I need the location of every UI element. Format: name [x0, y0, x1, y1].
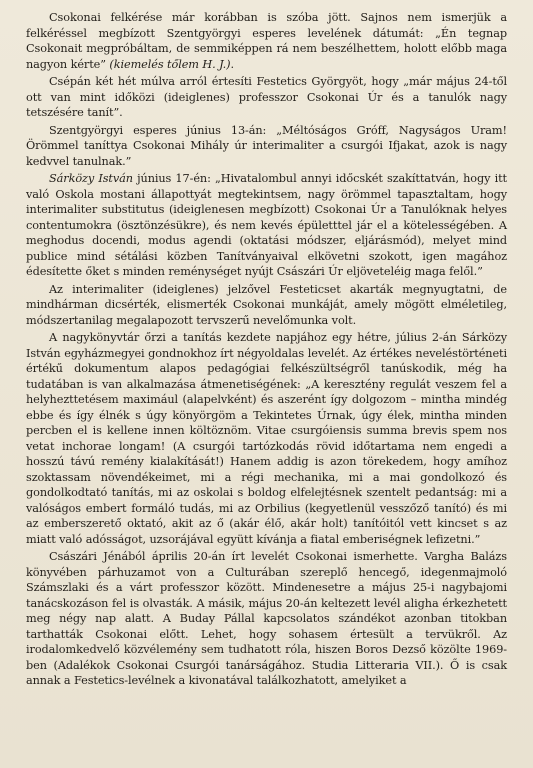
text-run: Az interimaliter (ideiglenes) jelzővel Festeticset akarták megnyugtatni, de mindhárman dicsérték, elismerték Csokonai munkáját, amely mögött elméletileg, módszertanilag megalapozott tervszerű nevelőmunka volt.: [26, 282, 507, 327]
paragraph-6: [26, 330, 507, 547]
paragraph-7: [26, 549, 507, 689]
paragraph-4: [26, 171, 507, 280]
text-run: Csokonai felkérése már korábban is szóba jött. Sajnos nem ismerjük a felkéréssel megbízott Szentgyörgyi esperes levelének dátumát: „Én tegnap Csokonait megpróbáltam, de semmiképpen rá nem beszélhettem, holott előbb maga nagyon kérte”: [26, 11, 507, 71]
paragraph-5: [26, 282, 507, 329]
text-run: Csépán két hét múlva arról értesíti Festetics Györgyöt, hogy „már május 24-től ott van mint időközi (ideiglenes) professzor Csokonai Úr és a tanulók nagy tetszésére tanít”.: [26, 75, 507, 119]
paragraph-1: [26, 10, 507, 72]
text-run: A nagykönyvtár őrzi a tanítás kezdete napjához egy hétre, július 2-án Sárközy István egyházmegyei gondnokhoz írt négyoldalas levelét. Az értékes neveléstörténeti értékű dokumentum alapos pedagógiai felkészültségről tanúskodik, még ha tudatában is van alkalmazása átmenetiségének: „A keresztény regulát veszem fel a helyhezttetésem maximául (alapelvként) és aszerént így dolgozom – mintha mindég ebbe és így élnék s úgy könyörgöm a Tekintetes Úrnak, úgy élek, mintha minden percben el is kellene innen költöznöm. Vitae csurgóiensis summa brevis spem nos vetat inchorae longam! (A csurgói tartózkodás rövid időtartama nem engedi a hosszú távú remény kialakítását!) Hanem addig is azon törekedem, hogy amíhoz szoktassam növendékeimet, mi a régi mechanika, mi a mai gondolkozó és gondolkodtató tanítás, mi az oskolai s boldog elfelejtésnek szentelt pedantság: mi a valóságos embert formáló tudás, mi az Orbilius (kegyetlenül vesszőző tanító) és mi az emberszerető oktató, akit az ő (akár élő, akár holt) tanítóitól vett kincset s az miatt való adósságot, uzsorájával együtt kívánja a fiatal emberiségnek lefizetni.”: [26, 331, 507, 546]
italic-run: (kiemelés tőlem H. J.): [109, 57, 231, 71]
paragraph-2: [26, 74, 507, 121]
paragraph-3: [26, 123, 507, 170]
text-run: június 17-én: „Hivatalombul annyi időcskét szakíttatván, hogy itt való Oskola mostani állapottyát megtekintsem, nagy örömmel tapasztaltam, hogy interimaliter substitutus (ideiglenesen megbízott) Csokonai Úr a Tanulóknak helyes contentumokra (ösztönzésükre), és nem kevés épületttel jár el a kötelességében. A meghodus docendi, modus agendi (oktatási módszer, eljárásmód), melyet mind publice mind sétálási közben Tanítványaival elkövetni szokott, igen magához édesítette őket s minden reménységet nyújt Császári Úr eljöveteléig maga felől.”: [26, 172, 507, 278]
text-run: .: [230, 57, 234, 71]
text-run: Császári Jénából április 20-án írt levelét Csokonai ismerhette. Vargha Balázs könyvében párhuzamot von a Culturában szereplő hencegő, idegenmajmoló Számszlaki és a várt professzor között. Mindenesetre a május 25-i nagybajomi tanácskozáson fel is olvasták. A másik, május 20-án keltezett levél aligha érkezhetett meg négy nap alatt. A Buday Pállal kapcsolatos szándékot azonban titokban tarthatták Csokonai előtt. Lehet, hogy sohasem értesült a tervükről. Az irodalomkedvelő közvélemény sem tudhatott róla, hiszen Boros Dezső közölte 1969-ben (Adalékok Csokonai Csurgói tanárságához. Studia Litteraria VII.). Ő is csak annak a Festetics-levélnek a kivonatával találkozhatott, amelyiket a: [26, 550, 507, 687]
italic-run: Sárközy István: [49, 172, 133, 185]
text-run: Szentgyörgyi esperes június 13-án: „Méltóságos Gróff, Nagyságos Uram! Örömmel taníttya Csokonai Mihály úr interimaliter a csurgói Ifjakat, azok is nagy kedvvel tanulnak.”: [26, 123, 507, 168]
